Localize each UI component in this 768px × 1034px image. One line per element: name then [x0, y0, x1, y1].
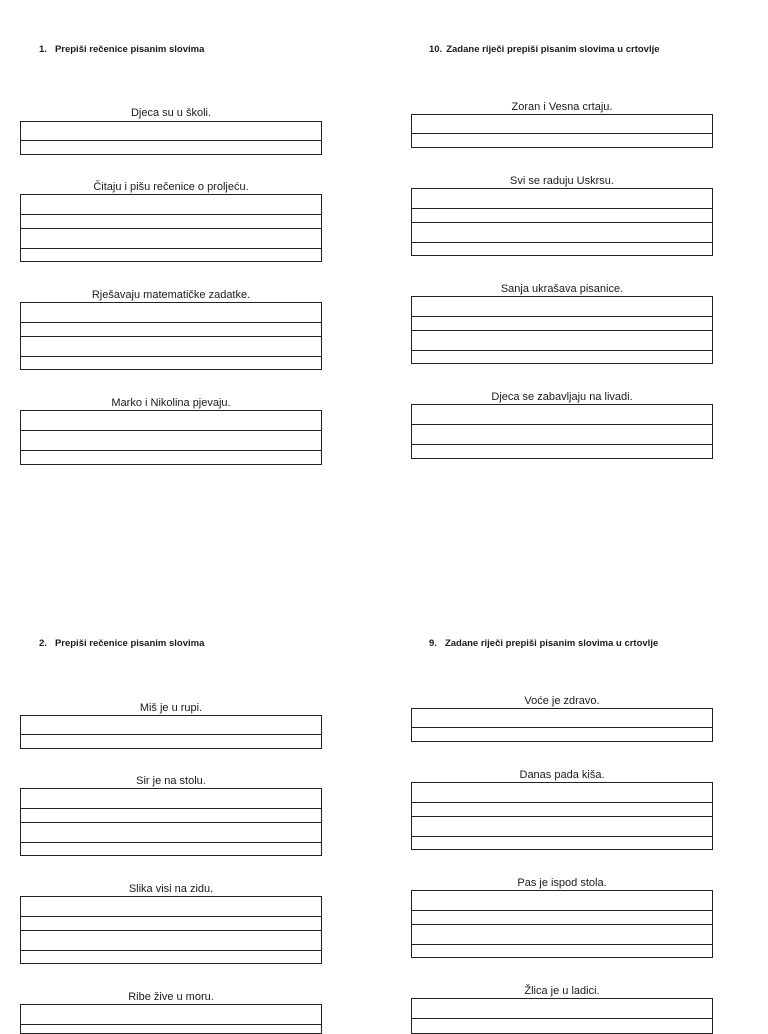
writing-line	[21, 930, 321, 931]
section-heading	[429, 44, 660, 55]
sentence-prompt: Ribe žive u moru.	[128, 991, 214, 1003]
writing-lines[interactable]	[20, 896, 322, 964]
writing-line	[21, 336, 321, 337]
section-title: Zadane riječi prepiši pisanim slovima u crtovlje	[444, 638, 659, 649]
writing-line	[412, 802, 712, 803]
writing-lines[interactable]	[20, 788, 322, 856]
writing-line	[21, 140, 321, 141]
writing-lines[interactable]	[20, 121, 322, 155]
writing-line	[21, 430, 321, 431]
writing-line	[412, 350, 712, 351]
sentence-prompt: Pas je ispod stola.	[517, 877, 607, 889]
section-heading	[39, 44, 204, 55]
writing-line	[412, 944, 712, 945]
writing-line	[21, 808, 321, 809]
writing-line	[21, 214, 321, 215]
sentence-prompt: Svi se raduju Uskrsu.	[510, 175, 614, 187]
writing-line	[21, 322, 321, 323]
section-number: 10.	[429, 44, 443, 55]
section-number: 9.	[429, 638, 437, 649]
writing-line	[21, 1024, 321, 1025]
writing-line	[412, 222, 712, 223]
section-number: 2.	[39, 638, 47, 649]
writing-line	[21, 228, 321, 229]
writing-lines[interactable]	[411, 998, 713, 1034]
writing-lines[interactable]	[411, 782, 713, 850]
writing-line	[412, 444, 712, 445]
writing-line	[412, 910, 712, 911]
writing-line	[412, 316, 712, 317]
sentence-prompt: Čitaju i pišu rečenice o proljeću.	[93, 181, 249, 193]
writing-line	[21, 734, 321, 735]
writing-lines[interactable]	[411, 890, 713, 958]
section-title: Prepiši rečenice pisanim slovima	[54, 638, 205, 649]
writing-lines[interactable]	[411, 404, 713, 459]
writing-lines[interactable]	[20, 1004, 322, 1034]
writing-line	[412, 727, 712, 728]
writing-line	[412, 816, 712, 817]
writing-lines[interactable]	[20, 194, 322, 262]
writing-lines[interactable]	[411, 708, 713, 742]
sentence-prompt: Miš je u rupi.	[139, 702, 203, 714]
writing-line	[21, 450, 321, 451]
writing-lines[interactable]	[20, 410, 322, 465]
writing-line	[21, 822, 321, 823]
writing-line	[412, 1018, 712, 1019]
section-heading	[39, 638, 204, 649]
writing-lines[interactable]	[411, 188, 713, 256]
writing-line	[412, 836, 712, 837]
writing-line	[412, 330, 712, 331]
writing-line	[412, 924, 712, 925]
writing-line	[21, 842, 321, 843]
section-number: 1.	[39, 44, 47, 55]
writing-lines[interactable]	[20, 302, 322, 370]
writing-line	[412, 242, 712, 243]
sentence-prompt: Danas pada kiša.	[519, 769, 605, 781]
sentence-prompt: Slika visi na zidu.	[128, 883, 214, 895]
writing-lines[interactable]	[20, 715, 322, 749]
sentence-prompt: Djeca su u školi.	[130, 107, 212, 119]
writing-lines[interactable]	[411, 114, 713, 148]
sentence-prompt: Žlica je u ladici.	[524, 985, 600, 997]
writing-line	[21, 916, 321, 917]
writing-line	[412, 208, 712, 209]
sentence-prompt: Zoran i Vesna crtaju.	[511, 101, 613, 113]
writing-lines[interactable]	[411, 296, 713, 364]
sentence-prompt: Voće je zdravo.	[524, 695, 600, 707]
sentence-prompt: Sanja ukrašava pisanice.	[500, 283, 624, 295]
section-title: Zadane riječi prepiši pisanim slovima u crtovlje	[446, 44, 660, 55]
writing-line	[412, 424, 712, 425]
sentence-prompt: Marko i Nikolina pjevaju.	[111, 397, 231, 409]
section-title: Prepiši rečenice pisanim slovima	[54, 44, 205, 55]
writing-line	[412, 133, 712, 134]
sentence-prompt: Sir je na stolu.	[136, 775, 206, 787]
section-heading	[429, 638, 658, 649]
sentence-prompt: Rješavaju matematičke zadatke.	[91, 289, 251, 301]
writing-line	[21, 356, 321, 357]
writing-line	[21, 248, 321, 249]
writing-line	[21, 950, 321, 951]
sentence-prompt: Djeca se zabavljaju na livadi.	[491, 391, 633, 403]
